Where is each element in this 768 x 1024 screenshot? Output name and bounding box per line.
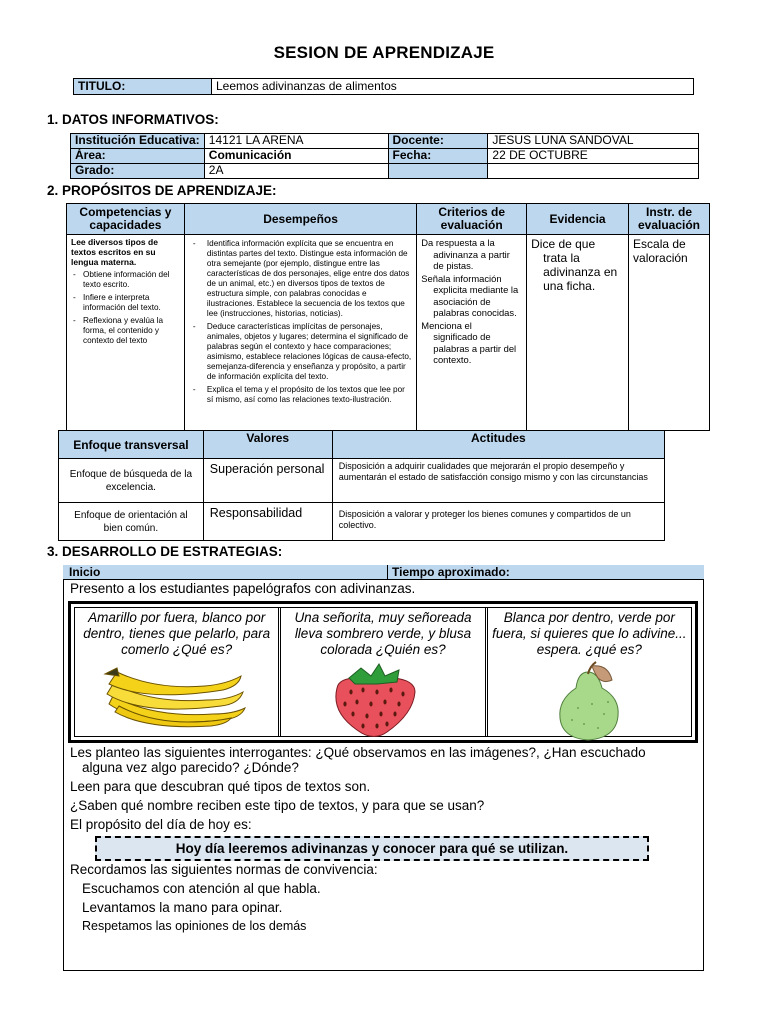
grado-label: Grado: bbox=[71, 164, 205, 179]
section-heading-propositos: 2. PROPÓSITOS DE APRENDIZAJE: bbox=[47, 183, 277, 198]
norma-item: Levantamos la mano para opinar. bbox=[82, 900, 283, 915]
evidencia-first: Dice de que bbox=[531, 237, 596, 251]
section-heading-desarrollo: 3. DESARROLLO DE ESTRATEGIAS: bbox=[47, 544, 283, 559]
question-1-line-2: alguna vez algo parecido? ¿Dónde? bbox=[82, 760, 299, 775]
col-actitudes: Actitudes bbox=[332, 431, 664, 459]
proposito-box: Hoy día leeremos adivinanzas y conocer para qué se utilizan. bbox=[95, 836, 649, 861]
criterio-rest: significado de palabras a partir del contexto. bbox=[433, 331, 517, 365]
capacidades-list bbox=[71, 270, 180, 346]
question-2: Leen para que descubran qué tipos de textos son. bbox=[70, 779, 371, 794]
norma-item: Respetamos las opiniones de los demás bbox=[82, 919, 307, 933]
criterio-first: Menciona el bbox=[421, 319, 472, 331]
criterio-item bbox=[421, 273, 522, 319]
col-evidencia: Evidencia bbox=[527, 204, 629, 235]
evidencia-cell bbox=[527, 235, 629, 431]
criterio-first: Señala información bbox=[421, 272, 502, 284]
list-item: - Infiere e interpreta información del texto. bbox=[71, 293, 180, 313]
desempenos-cell bbox=[184, 235, 416, 431]
criterios-cell bbox=[417, 235, 527, 431]
document-title: SESION DE APRENDIZAJE bbox=[273, 43, 495, 62]
criterio-item bbox=[421, 237, 522, 272]
evidencia-rest: trata la adivinanza en una ficha. bbox=[543, 251, 618, 293]
col-valores: Valores bbox=[203, 431, 332, 459]
valor-name: Superación personal bbox=[203, 459, 332, 503]
riddle-card bbox=[75, 608, 281, 736]
competencias-cell bbox=[67, 235, 185, 431]
riddle-text: Blanca por dentro, verde por fuera, si quieres que lo adivine... espera. ¿qué es? bbox=[492, 610, 687, 657]
riddle-text: Amarillo por fuera, blanco por dentro, tienes que pelarlo, para comerlo ¿Qué es? bbox=[83, 610, 271, 657]
list-item: - Reflexiona y evalúa la forma, el contenido y contexto del texto bbox=[71, 316, 180, 346]
riddle-card bbox=[488, 608, 691, 736]
fecha-value: 22 DE OCTUBRE bbox=[488, 149, 699, 164]
desarrollo-header bbox=[63, 565, 704, 580]
empty-value-cell bbox=[488, 164, 699, 179]
institucion-label: Institución Educativa: bbox=[71, 134, 205, 149]
riddle-text: Una señorita, muy señoreada lleva sombrero verde, y blusa colorada ¿Quién es? bbox=[294, 610, 472, 657]
proposito-intro: El propósito del día de hoy es: bbox=[70, 817, 252, 832]
list-item: - Explica el tema y el propósito de los textos que lee por sí mismo, así como las relaciones texto-ilustración. bbox=[189, 385, 412, 405]
col-criterios: Criterios de evaluación bbox=[417, 204, 527, 235]
competencia-text: Lee diversos tipos de textos escritos en su lengua materna. bbox=[71, 237, 158, 267]
criterio-rest: adivinanza a partir de pistas. bbox=[433, 248, 510, 271]
normas-intro: Recordamos las siguientes normas de convivencia: bbox=[70, 862, 378, 877]
grado-value: 2A bbox=[204, 164, 388, 179]
col-instrumento: Instr. de evaluación bbox=[629, 204, 710, 235]
question-1-line-1: Les planteo las siguientes interrogantes: ¿Qué observamos en las imágenes?, ¿Han escuchado bbox=[70, 745, 646, 760]
desempenos-list bbox=[189, 239, 412, 405]
actitud-text: Disposición a adquirir cualidades que mejorarán el propio desempeño y aumentarán el estado de satisfacción consigo mismo y con las circunstancias bbox=[332, 459, 664, 503]
actitud-text: Disposición a valorar y proteger los bienes comunes y compartidos de un colectivo. bbox=[332, 503, 664, 541]
enfoque-name: Enfoque de búsqueda de la excelencia. bbox=[59, 459, 204, 503]
col-desempenos: Desempeños bbox=[184, 204, 416, 235]
criterio-item bbox=[421, 320, 522, 366]
col-enfoque: Enfoque transversal bbox=[59, 431, 204, 459]
question-3: ¿Saben qué nombre reciben este tipo de textos, y para que se usan? bbox=[70, 798, 485, 813]
list-item: - Obtiene información del texto escrito. bbox=[71, 270, 180, 290]
inicio-label: Inicio bbox=[69, 565, 101, 579]
col-competencias: Competencias y capacidades bbox=[67, 204, 185, 235]
section-heading-datos: 1. DATOS INFORMATIVOS: bbox=[47, 112, 219, 127]
empty-label-cell bbox=[388, 164, 488, 179]
datos-table bbox=[70, 133, 699, 179]
institucion-value: 14121 LA ARENA bbox=[204, 134, 388, 149]
propositos-table bbox=[66, 203, 710, 431]
area-label: Área: bbox=[71, 149, 205, 164]
valor-name: Responsabilidad bbox=[203, 503, 332, 541]
list-item: - Identifica información explícita que se encuentra en distintas partes del texto. Distingue esta información de otra semejante (por ejemplo, distingue entre las características de dos personajes, elige entre dos datos de un animal, etc.) en diversos tipos de textos de estructura simple, con palabras conocidas e ilustraciones. Establece la secuencia de los textos que lee (instrucciones, historias, noticias). bbox=[189, 239, 412, 319]
docente-value: JESUS LUNA SANDOVAL bbox=[488, 134, 699, 149]
titulo-table bbox=[73, 78, 694, 95]
norma-item: Escuchamos con atención al que habla. bbox=[82, 881, 321, 896]
criterio-first: Da respuesta a la bbox=[421, 237, 495, 248]
docente-label: Docente: bbox=[388, 134, 488, 149]
intro-text: Presento a los estudiantes papelógrafos con adivinanzas. bbox=[70, 581, 416, 596]
pear-icon bbox=[548, 658, 630, 742]
enfoque-name: Enfoque de orientación al bien común. bbox=[59, 503, 204, 541]
criterio-rest: explicita mediante la asociación de palabras conocidas. bbox=[433, 284, 519, 318]
list-item: - Deduce características implícitas de personajes, animales, objetos y lugares; determina el significado de palabras según el contexto y hace comparaciones; asimismo, establece relaciones lógicas de causa-efecto, semejanza-diferencia y enseñanza y propósito, a partir de información explícita del texto. bbox=[189, 322, 412, 382]
area-value: Comunicación bbox=[204, 149, 388, 164]
fecha-label: Fecha: bbox=[388, 149, 488, 164]
instrumento-cell: Escala de valoración bbox=[629, 235, 710, 431]
riddle-frame bbox=[68, 601, 698, 743]
riddle-card bbox=[281, 608, 487, 736]
titulo-value: Leemos adivinanzas de alimentos bbox=[212, 79, 694, 95]
strawberry-icon bbox=[327, 662, 423, 742]
titulo-label: TITULO: bbox=[74, 79, 212, 95]
banana-icon bbox=[103, 664, 251, 730]
enfoque-table bbox=[58, 430, 665, 541]
tiempo-label: Tiempo aproximado: bbox=[387, 565, 510, 579]
